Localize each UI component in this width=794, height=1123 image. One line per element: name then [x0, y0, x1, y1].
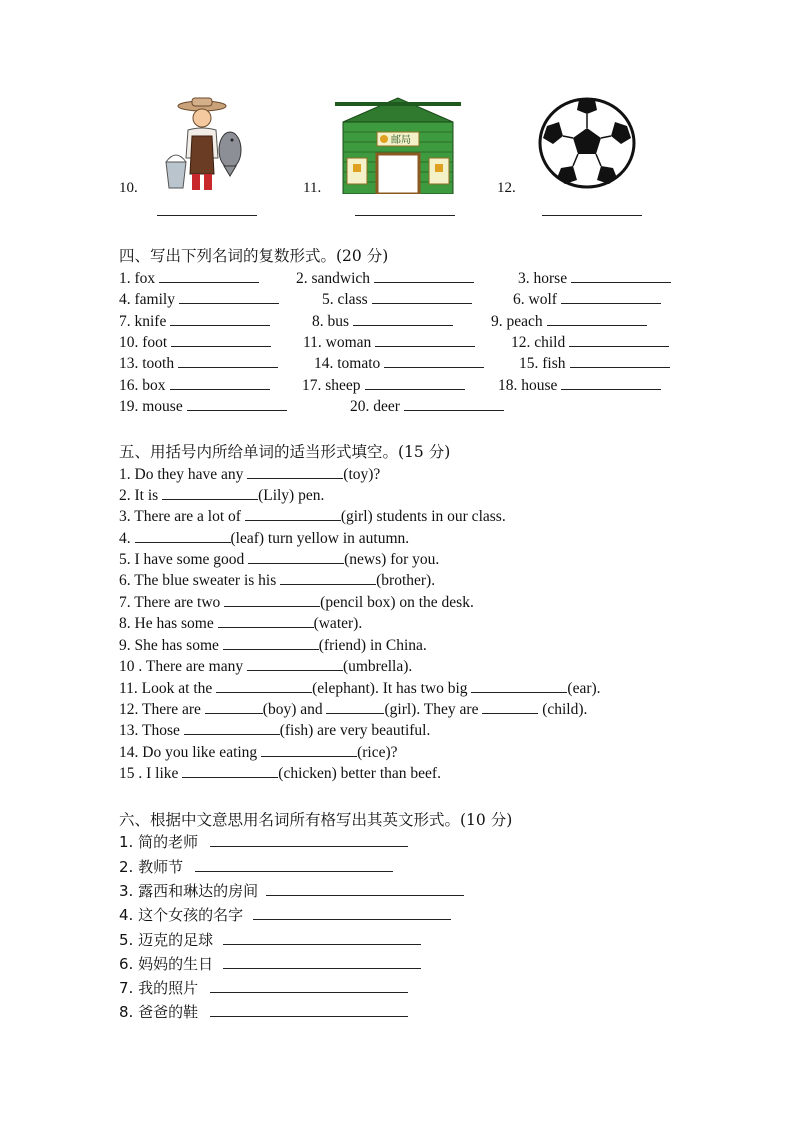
possessive-item-2: [119, 857, 393, 876]
text: 2. It is: [119, 487, 163, 504]
text: (fish) are very beautiful.: [279, 722, 431, 739]
answer-blank[interactable]: [195, 857, 393, 872]
plural-item-word: 5. class: [322, 291, 368, 308]
post-office-icon: [335, 96, 461, 194]
text: 10 . There are many: [119, 658, 247, 675]
plural-item-5: [322, 289, 472, 309]
text: 2. 教师节: [119, 858, 184, 876]
answer-blank[interactable]: [247, 656, 343, 671]
text: 12. There are: [119, 701, 205, 718]
answer-blank[interactable]: [326, 699, 384, 714]
plural-item-word: 20. deer: [350, 398, 400, 415]
text: 15 . I like: [119, 765, 183, 782]
plural-item-19: [119, 396, 287, 416]
fill-blank-line-2: [119, 485, 324, 505]
section-4-title: 四、写出下列名词的复数形式。(20 分): [119, 247, 389, 265]
answer-blank[interactable]: [571, 268, 671, 283]
answer-blank[interactable]: [569, 332, 669, 347]
picture-11-number: 11.: [303, 180, 322, 196]
plural-item-word: 4. family: [119, 291, 175, 308]
text: (boy) and: [262, 701, 327, 718]
plural-item-1: [119, 268, 259, 288]
fisherman-picture: [152, 96, 258, 194]
text: (child).: [538, 701, 588, 718]
text: 14. Do you like eating: [119, 744, 262, 761]
answer-blank[interactable]: [570, 353, 670, 368]
possessive-item-7: [119, 978, 408, 997]
answer-blank[interactable]: [365, 375, 465, 390]
answer-blank[interactable]: [384, 353, 484, 368]
answer-line-10[interactable]: [157, 215, 257, 216]
answer-blank[interactable]: [135, 528, 231, 543]
possessive-item-3: [119, 881, 464, 900]
answer-blank[interactable]: [171, 332, 271, 347]
possessive-item-4: [119, 905, 451, 924]
text: (friend) in China.: [318, 637, 427, 654]
answer-blank[interactable]: [253, 905, 451, 920]
fill-blank-line-8: [119, 613, 362, 633]
plural-item-12: [511, 332, 669, 352]
fill-blank-line-3: [119, 506, 506, 526]
possessive-item-5: [119, 930, 421, 949]
answer-blank[interactable]: [482, 699, 538, 714]
plural-item-word: 14. tomato: [314, 355, 381, 372]
plural-item-9: [491, 311, 647, 331]
fill-blank-line-4: [119, 528, 409, 548]
answer-blank[interactable]: [178, 353, 278, 368]
possessive-item-6: [119, 954, 421, 973]
answer-blank[interactable]: [223, 954, 421, 969]
text: 4. 这个女孩的名字: [119, 906, 244, 924]
text: (brother).: [376, 572, 436, 589]
answer-blank[interactable]: [187, 396, 287, 411]
text: 6. 妈妈的生日: [119, 955, 214, 973]
text: 13. Those: [119, 722, 184, 739]
soccer-ball-picture: [531, 96, 645, 194]
answer-blank[interactable]: [210, 1002, 408, 1017]
plural-item-word: 16. box: [119, 377, 166, 394]
answer-blank[interactable]: [184, 720, 280, 735]
answer-blank[interactable]: [547, 311, 647, 326]
fill-blank-line-1: [119, 464, 380, 484]
plural-item-14: [314, 353, 484, 373]
plural-item-word: 8. bus: [312, 313, 350, 330]
answer-blank[interactable]: [280, 570, 376, 585]
text: (leaf) turn yellow in autumn.: [230, 530, 410, 547]
plural-item-word: 1. fox: [119, 270, 156, 287]
text: 5. I have some good: [119, 551, 249, 568]
post-office-picture: [335, 96, 461, 194]
picture-10-number: 10.: [119, 180, 138, 196]
plural-item-16: [119, 375, 270, 395]
text: 7. 我的照片: [119, 979, 199, 997]
fisherman-icon: [152, 96, 258, 194]
text: (pencil box) on the desk.: [320, 594, 474, 611]
possessive-item-8: [119, 1002, 408, 1021]
post-office-sign: 邮局: [391, 135, 411, 146]
fill-blank-line-6: [119, 570, 435, 590]
answer-blank[interactable]: [224, 592, 320, 607]
answer-line-12[interactable]: [542, 215, 642, 216]
plural-item-word: 19. mouse: [119, 398, 183, 415]
answer-blank[interactable]: [179, 289, 279, 304]
soccer-ball-icon: [531, 96, 645, 194]
text: (girl). They are: [384, 701, 483, 718]
text: (Lily) pen.: [258, 487, 325, 504]
plural-item-17: [302, 375, 465, 395]
picture-12-number: 12.: [497, 180, 516, 196]
text: (rice)?: [357, 744, 398, 761]
text: 8. 爸爸的鞋: [119, 1003, 199, 1021]
answer-blank[interactable]: [216, 678, 312, 693]
answer-blank[interactable]: [248, 549, 344, 564]
plural-item-6: [513, 289, 661, 309]
plural-item-13: [119, 353, 278, 373]
answer-blank[interactable]: [162, 485, 258, 500]
text: 6. The blue sweater is his: [119, 572, 281, 589]
plural-item-4: [119, 289, 279, 309]
answer-blank[interactable]: [170, 311, 270, 326]
plural-item-word: 12. child: [511, 334, 566, 351]
answer-blank[interactable]: [374, 268, 474, 283]
text: (elephant). It has two big: [312, 680, 472, 697]
text: (girl) students in our class.: [340, 508, 506, 525]
text: 3. 露西和琳达的房间: [119, 882, 259, 900]
section-6-title: 六、根据中文意思用名词所有格写出其英文形式。(10 分): [119, 811, 513, 829]
plural-item-word: 11. woman: [303, 334, 372, 351]
answer-blank[interactable]: [182, 763, 278, 778]
possessive-item-1: [119, 832, 408, 851]
fill-blank-line-5: [119, 549, 439, 569]
answer-blank[interactable]: [218, 613, 314, 628]
text: 1. 简的老师: [119, 833, 199, 851]
answer-blank[interactable]: [261, 742, 357, 757]
plural-item-word: 7. knife: [119, 313, 167, 330]
fill-blank-line-10: [119, 656, 412, 676]
fill-blank-line-9: [119, 635, 427, 655]
answer-blank[interactable]: [210, 832, 408, 847]
text: (news) for you.: [344, 551, 440, 568]
plural-item-18: [498, 375, 661, 395]
plural-item-11: [303, 332, 475, 352]
answer-blank[interactable]: [404, 396, 504, 411]
text: 8. He has some: [119, 615, 218, 632]
answer-blank[interactable]: [471, 678, 567, 693]
text: (ear).: [567, 680, 601, 697]
text: (toy)?: [343, 466, 381, 483]
answer-blank[interactable]: [375, 332, 475, 347]
answer-blank[interactable]: [247, 464, 343, 479]
answer-blank[interactable]: [223, 930, 421, 945]
plural-item-3: [518, 268, 671, 288]
answer-blank[interactable]: [210, 978, 408, 993]
plural-item-word: 6. wolf: [513, 291, 557, 308]
plural-item-8: [312, 311, 453, 331]
text: (chicken) better than beef.: [278, 765, 441, 782]
answer-blank[interactable]: [205, 699, 263, 714]
text: 7. There are two: [119, 594, 225, 611]
answer-blank[interactable]: [266, 881, 464, 896]
plural-item-word: 2. sandwich: [296, 270, 371, 287]
text: 5. 迈克的足球: [119, 931, 214, 949]
fill-blank-line-14: [119, 742, 398, 762]
fill-blank-line-12: [119, 699, 587, 719]
text: (water).: [313, 615, 363, 632]
plural-item-word: 17. sheep: [302, 377, 361, 394]
answer-blank[interactable]: [159, 268, 259, 283]
plural-item-15: [519, 353, 670, 373]
answer-blank[interactable]: [372, 289, 472, 304]
plural-item-word: 13. tooth: [119, 355, 175, 372]
text: 9. She has some: [119, 637, 223, 654]
answer-blank[interactable]: [561, 289, 661, 304]
plural-item-word: 10. foot: [119, 334, 168, 351]
text: 3. There are a lot of: [119, 508, 245, 525]
plural-item-word: 3. horse: [518, 270, 568, 287]
plural-item-2: [296, 268, 474, 288]
section-5-title: 五、用括号内所给单词的适当形式填空。(15 分): [119, 443, 451, 461]
plural-item-word: 9. peach: [491, 313, 543, 330]
fill-blank-line-7: [119, 592, 474, 612]
plural-item-10: [119, 332, 271, 352]
fill-blank-line-15: [119, 763, 441, 783]
plural-item-7: [119, 311, 270, 331]
plural-item-20: [350, 396, 504, 416]
text: 11. Look at the: [119, 680, 217, 697]
text: 1. Do they have any: [119, 466, 248, 483]
fill-blank-line-11: [119, 678, 601, 698]
answer-line-11[interactable]: [355, 215, 455, 216]
plural-item-word: 15. fish: [519, 355, 566, 372]
answer-blank[interactable]: [170, 375, 270, 390]
plural-item-word: 18. house: [498, 377, 558, 394]
text: (umbrella).: [342, 658, 413, 675]
answer-blank[interactable]: [561, 375, 661, 390]
answer-blank[interactable]: [353, 311, 453, 326]
answer-blank[interactable]: [245, 506, 341, 521]
text: 4.: [119, 530, 135, 547]
fill-blank-line-13: [119, 720, 430, 740]
answer-blank[interactable]: [223, 635, 319, 650]
